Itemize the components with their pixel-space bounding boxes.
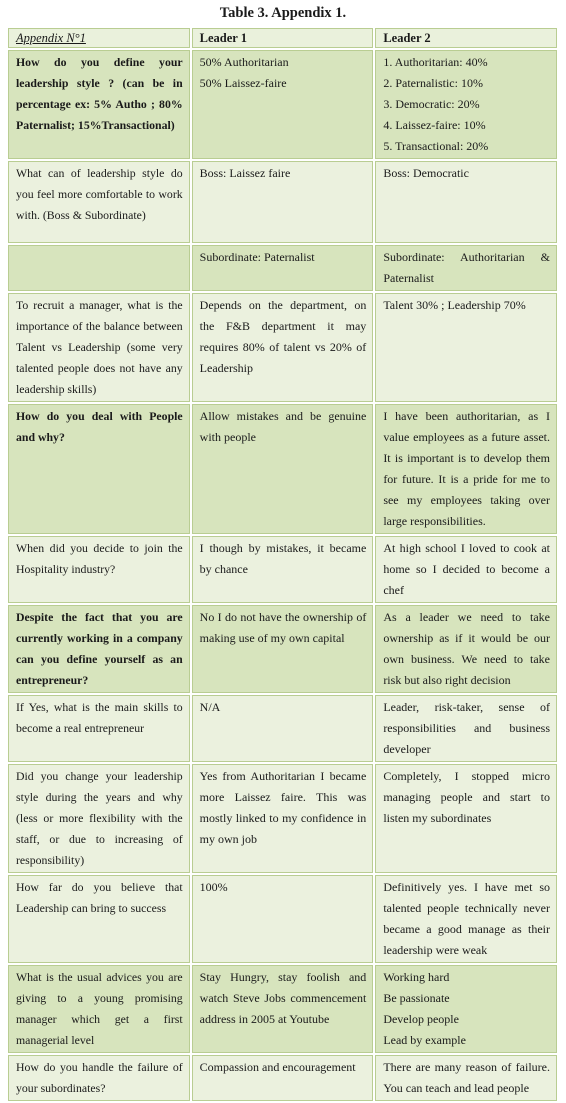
table-row (8, 404, 557, 534)
answer-line: 3. Democratic: 20% (383, 97, 480, 111)
leader-2-answer: At high school I loved to cook at home so I decided to become a chef (375, 536, 557, 603)
leader-2-answer: Definitively yes. I have met so talented people technically never became a good manage as their leadership were weak (375, 875, 557, 963)
question-cell: How far do you believe that Leadership can bring to success (8, 875, 190, 963)
answer-line: 5. Transactional: 20% (383, 139, 489, 153)
table-row (8, 965, 557, 1053)
header-leader-1: Leader 1 (192, 28, 374, 48)
table-row (8, 50, 557, 159)
question-cell: To recruit a manager, what is the importance of the balance between Talent vs Leadership (some very talented people does not have any leadership skills) (8, 293, 190, 402)
table-row (8, 293, 557, 402)
question-cell: Despite the fact that you are currently working in a company can you define yourself as an entrepreneur? (8, 605, 190, 693)
leader-1-answer: Stay Hungry, stay foolish and watch Steve Jobs commencement address in 2005 at Youtube (192, 965, 374, 1053)
appendix-table (6, 26, 559, 1103)
leader-1-answer: I though by mistakes, it became by chance (192, 536, 374, 603)
leader-1-answer: 100% (192, 875, 374, 963)
header-appendix: Appendix N°1 (8, 28, 190, 48)
leader-2-answer (375, 965, 557, 1053)
header-leader-2: Leader 2 (375, 28, 557, 48)
question-cell: How do you deal with People and why? (8, 404, 190, 534)
answer-line: 50% Laissez-faire (199, 76, 287, 90)
table-row (8, 875, 557, 963)
question-cell (8, 245, 190, 291)
answer-line: 4. Laissez-faire: 10% (383, 118, 486, 132)
leader-1-answer: N/A (192, 695, 374, 762)
answer-line: Working hard (383, 970, 450, 984)
leader-1-answer (192, 50, 374, 159)
leader-1-answer: Boss: Laissez faire (192, 161, 374, 243)
question-cell: If Yes, what is the main skills to become a real entrepreneur (8, 695, 190, 762)
question-cell: How do you handle the failure of your subordinates? (8, 1055, 190, 1101)
leader-2-answer (375, 50, 557, 159)
leader-2-answer: As a leader we need to take ownership as if it would be our own business. We need to take risk but also right decision (375, 605, 557, 693)
answer-line: 1. Authoritarian: 40% (383, 55, 488, 69)
question-cell: When did you decide to join the Hospitality industry? (8, 536, 190, 603)
leader-1-answer: Yes from Authoritarian I became more Laissez faire. This was mostly linked to my confidence in my own job (192, 764, 374, 873)
answer-line: Be passionate (383, 991, 450, 1005)
leader-2-answer: Talent 30% ; Leadership 70% (375, 293, 557, 402)
leader-1-answer: Subordinate: Paternalist (192, 245, 374, 291)
leader-1-answer: Compassion and encouragement (192, 1055, 374, 1101)
answer-line: Develop people (383, 1012, 459, 1026)
answer-line: 2. Paternalistic: 10% (383, 76, 483, 90)
table-row (8, 245, 557, 291)
question-cell: What is the usual advices you are giving to a young promising manager which get a first managerial level (8, 965, 190, 1053)
leader-1-answer: Allow mistakes and be genuine with people (192, 404, 374, 534)
leader-2-answer: I have been authoritarian, as I value employees as a future asset. It is important is to develop them for future. It is a pride for me to see my employees taking over large responsibilities. (375, 404, 557, 534)
leader-1-answer: No I do not have the ownership of making use of my own capital (192, 605, 374, 693)
question-cell: How do you define your leadership style ? (can be in percentage ex: 5% Autho ; 80% Paternalist; 15%Transactional) (8, 50, 190, 159)
table-row (8, 161, 557, 243)
leader-2-answer: Leader, risk-taker, sense of responsibilities and business developer (375, 695, 557, 762)
table-header-row (8, 28, 557, 48)
table-row (8, 764, 557, 873)
question-cell: Did you change your leadership style during the years and why (less or more flexibility with the staff, or due to increasing of responsibility) (8, 764, 190, 873)
answer-line: Lead by example (383, 1033, 466, 1047)
answer-line: 50% Authoritarian (199, 55, 289, 69)
leader-2-answer: Completely, I stopped micro managing people and start to listen my subordinates (375, 764, 557, 873)
leader-2-answer: There are many reason of failure. You can teach and lead people (375, 1055, 557, 1101)
table-row (8, 605, 557, 693)
question-cell: What can of leadership style do you feel more comfortable to work with. (Boss & Subordinate) (8, 161, 190, 243)
leader-2-answer: Subordinate: Authoritarian & Paternalist (375, 245, 557, 291)
table-caption: Table 3. Appendix 1. (219, 5, 347, 21)
leader-2-answer: Boss: Democratic (375, 161, 557, 243)
table-row (8, 536, 557, 603)
table-row (8, 1055, 557, 1101)
leader-1-answer: Depends on the department, on the F&B department it may requires 80% of talent vs 20% of Leadership (192, 293, 374, 402)
table-row (8, 695, 557, 762)
